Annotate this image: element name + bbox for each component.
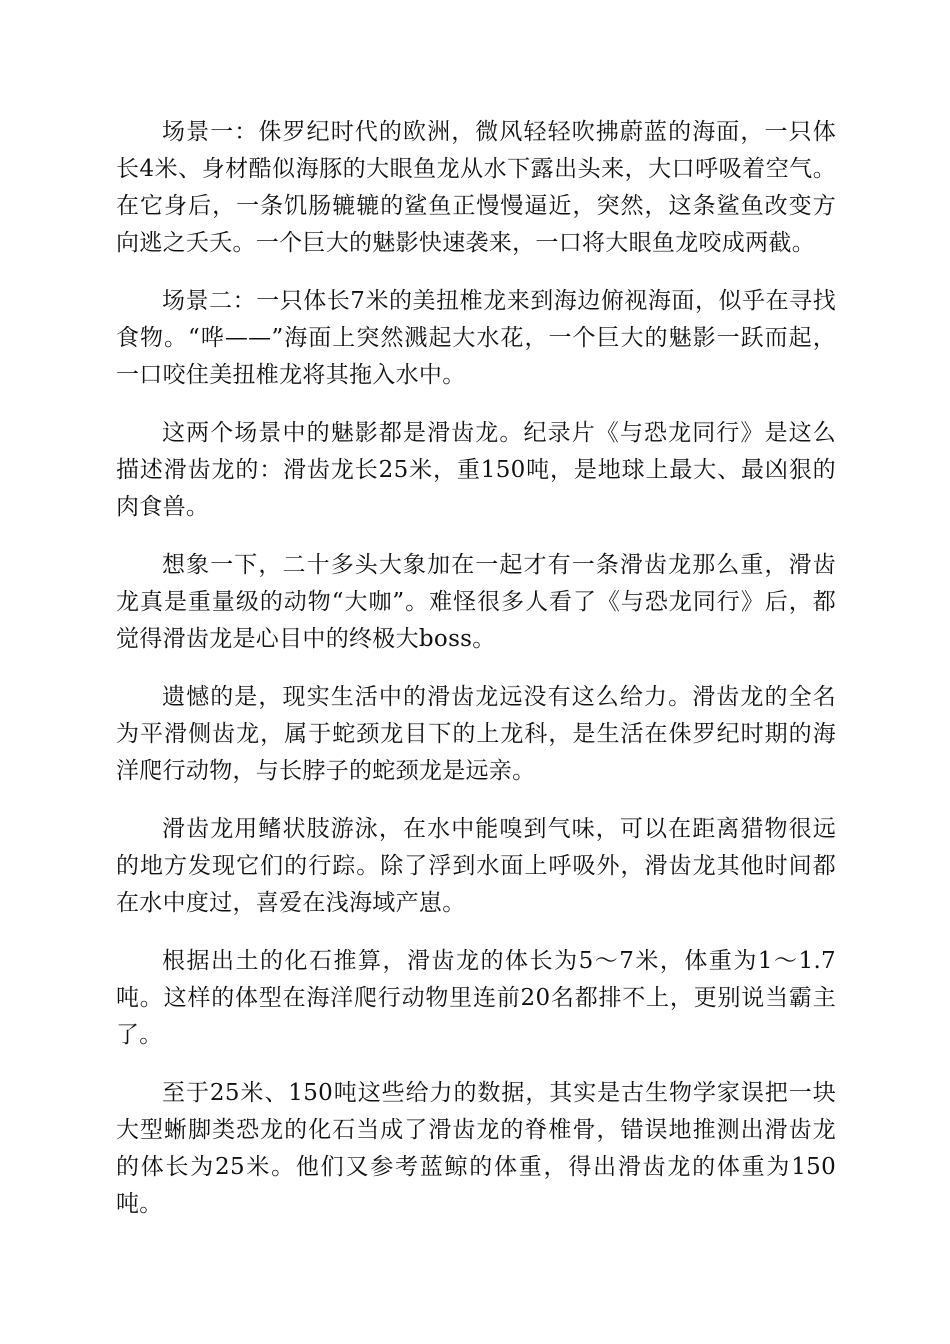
paragraph-fossil-estimate: 根据出土的化石推算，滑齿龙的体长为5～7米，体重为1～1.7吨。这样的体型在海洋爬行动物里连前20名都排不上，更别说当霸主了。 (116, 948, 836, 1048)
paragraph-misidentification: 至于25米、150吨这些给力的数据，其实是古生物学家误把一块大型蜥脚类恐龙的化石当成了滑齿龙的脊椎骨，错误地推测出滑齿龙的体长为25米。他们又参考蓝鲸的体重，得出滑齿龙的体重为150吨。 (116, 1080, 836, 1217)
article-body (116, 114, 836, 1244)
paragraph-documentary-description: 这两个场景中的魅影都是滑齿龙。纪录片《与恐龙同行》是这么描述滑齿龙的：滑齿龙长25米，重150吨，是地球上最大、最凶狠的肉食兽。 (116, 420, 836, 520)
paragraph-scene-one: 场景一：侏罗纪时代的欧洲，微风轻轻吹拂蔚蓝的海面，一只体长4米、身材酷似海豚的大眼鱼龙从水下露出头来，大口呼吸着空气。在它身后，一条饥肠辘辘的鲨鱼正慢慢逼近，突然，这条鲨鱼改变方向逃之夭夭。一个巨大的魅影快速袭来，一口将大眼鱼龙咬成两截。 (116, 119, 836, 256)
paragraph-elephant-comparison: 想象一下，二十多头大象加在一起才有一条滑齿龙那么重，滑齿龙真是重量级的动物“大咖”。难怪很多人看了《与恐龙同行》后，都觉得滑齿龙是心目中的终极大boss。 (116, 552, 836, 652)
paragraph-habits: 滑齿龙用鳍状肢游泳，在水中能嗅到气味，可以在距离猎物很远的地方发现它们的行踪。除了浮到水面上呼吸外，滑齿龙其他时间都在水中度过，喜爱在浅海域产崽。 (116, 816, 836, 916)
paragraph-real-liopleurodon: 遗憾的是，现实生活中的滑齿龙远没有这么给力。滑齿龙的全名为平滑侧齿龙，属于蛇颈龙目下的上龙科，是生活在侏罗纪时期的海洋爬行动物，与长脖子的蛇颈龙是远亲。 (116, 684, 836, 784)
paragraph-scene-two: 场景二：一只体长7米的美扭椎龙来到海边俯视海面，似乎在寻找食物。“哗——”海面上突然溅起大水花，一个巨大的魅影一跃而起，一口咬住美扭椎龙将其拖入水中。 (116, 288, 836, 388)
